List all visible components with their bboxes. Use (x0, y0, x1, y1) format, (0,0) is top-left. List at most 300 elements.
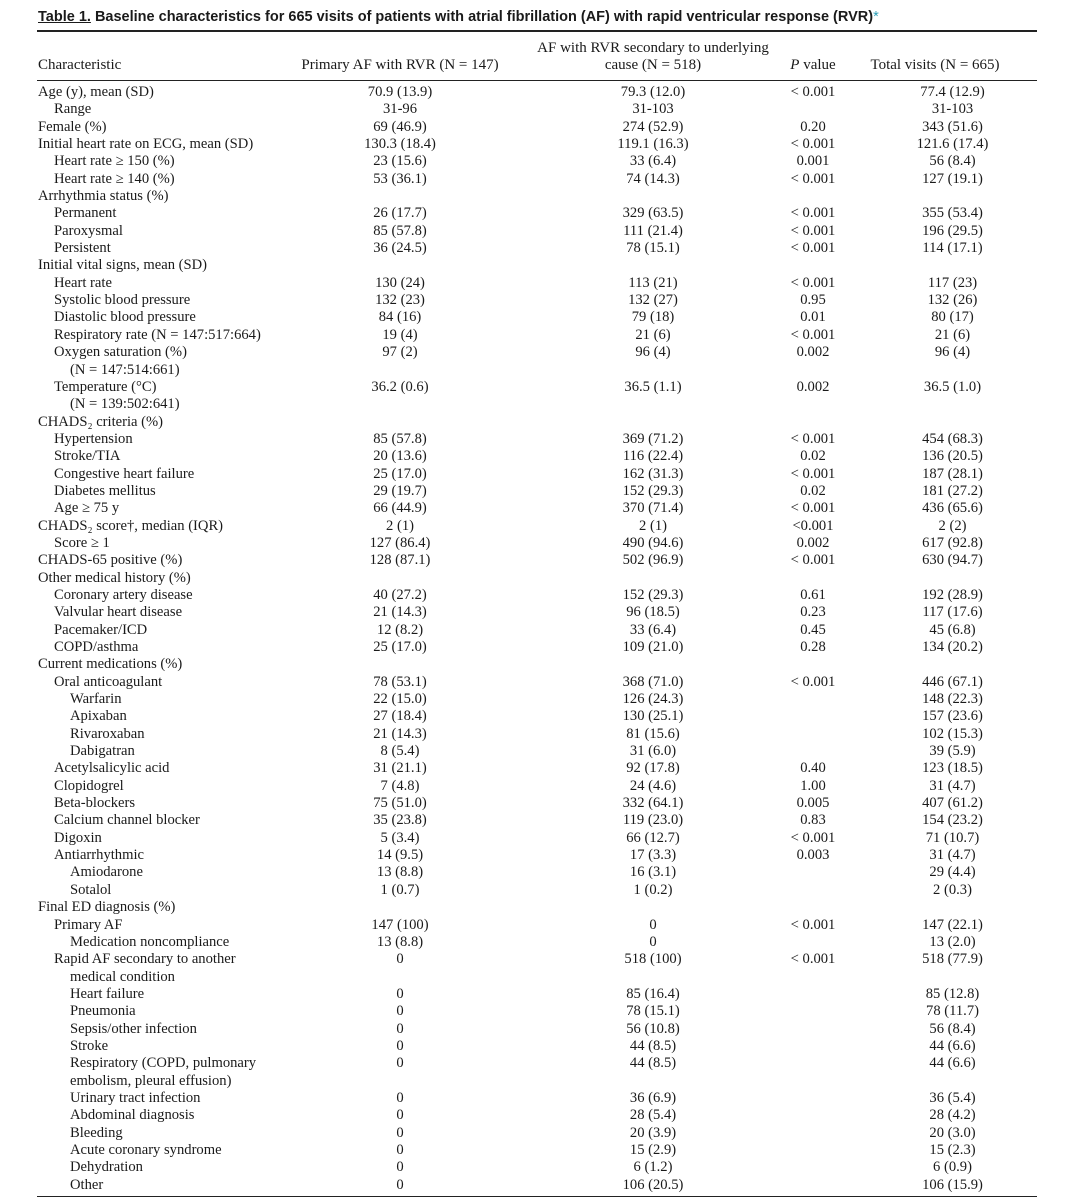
cell-primary: 22 (15.0) (373, 691, 427, 708)
table-row (0, 830, 1077, 847)
table-row (0, 691, 1077, 708)
cell-secondary: 79.3 (12.0) (620, 84, 686, 100)
header-characteristic: Characteristic (38, 57, 122, 73)
cell-p-value: 0.02 (800, 482, 826, 499)
table-row (0, 882, 1077, 899)
cell-p-value: 0.40 (800, 760, 826, 777)
row-label: Primary AF (54, 916, 123, 933)
bottom-rule (37, 1196, 1037, 1197)
cell-p-value: 0.02 (800, 448, 826, 465)
cell-total: 102 (15.3) (922, 725, 983, 742)
top-rule (37, 30, 1037, 32)
table-row (0, 934, 1077, 951)
header-p-rest: value (799, 57, 836, 73)
cell-total: 45 (6.8) (929, 621, 976, 638)
table-row (0, 708, 1077, 725)
table-row (0, 518, 1077, 535)
row-label: Diastolic blood pressure (54, 309, 196, 326)
cell-primary: 25 (17.0) (373, 465, 427, 482)
table-row (0, 101, 1077, 118)
cell-total: 36 (5.4) (929, 1089, 976, 1106)
table-row (0, 84, 1077, 101)
table-row (0, 917, 1077, 934)
row-label: Hypertension (54, 430, 133, 447)
table-row (0, 795, 1077, 812)
cell-secondary: 16 (3.1) (629, 864, 677, 881)
cell-secondary: 28 (5.4) (629, 1107, 677, 1124)
row-label: (N = 139:502:641) (70, 396, 180, 413)
table-row (0, 414, 1077, 431)
cell-primary: 97 (2) (382, 344, 418, 361)
cell-primary: 75 (51.0) (373, 795, 427, 812)
row-label: Calcium channel blocker (54, 812, 200, 829)
cell-p-value: < 0.001 (790, 326, 836, 343)
cell-total: 148 (22.3) (922, 691, 983, 708)
cell-primary: 2 (1) (386, 517, 414, 534)
cell-p-value: < 0.001 (790, 274, 836, 291)
table-row (0, 535, 1077, 552)
cell-primary: 0 (396, 1176, 404, 1193)
cell-primary: 25 (17.0) (373, 639, 427, 655)
table-row (0, 257, 1077, 274)
cell-secondary: 44 (8.5) (629, 1055, 677, 1072)
table-row (0, 1021, 1077, 1038)
table-row (0, 205, 1077, 222)
cell-primary: 127 (86.4) (369, 534, 431, 551)
cell-p-value: < 0.001 (790, 673, 836, 690)
row-label: Respiratory (COPD, pulmonary (70, 1055, 257, 1072)
cell-p-value: < 0.001 (790, 552, 836, 569)
cell-secondary: 96 (18.5) (626, 604, 680, 621)
cell-p-value: 0.23 (800, 604, 826, 621)
row-label: Congestive heart failure (54, 465, 195, 482)
row-label: Dehydration (70, 1159, 143, 1176)
cell-secondary: 274 (52.9) (622, 118, 684, 135)
header-secondary-line2: cause (N = 518) (604, 57, 702, 74)
cell-secondary: 332 (64.1) (622, 795, 684, 812)
cell-total: 29 (4.4) (929, 864, 976, 881)
cell-secondary: 15 (2.9) (629, 1141, 677, 1158)
cell-secondary: 116 (22.4) (622, 448, 684, 465)
row-label: Pacemaker/ICD (54, 621, 148, 638)
row-label: medical condition (70, 968, 175, 985)
cell-total: 121.6 (17.4) (916, 136, 989, 153)
table-row (0, 309, 1077, 326)
cell-total: 147 (22.1) (922, 916, 983, 933)
cell-secondary: 132 (27) (628, 292, 678, 309)
row-label: Score ≥ 1 (54, 534, 110, 551)
row-label: CHADS₂ score†, median (IQR) (38, 517, 224, 534)
table-row (0, 431, 1077, 448)
table-row (0, 864, 1077, 881)
table-row (0, 622, 1077, 639)
cell-secondary: 111 (21.4) (623, 222, 683, 239)
cell-primary: 66 (44.9) (373, 500, 427, 517)
cell-primary: 36 (24.5) (373, 240, 427, 257)
row-label: Age ≥ 75 y (54, 500, 120, 517)
table-row (0, 604, 1077, 621)
table-row (0, 327, 1077, 344)
cell-total: 13 (2.0) (929, 933, 976, 950)
cell-primary: 130.3 (18.4) (364, 136, 436, 153)
cell-total: 44 (6.6) (929, 1037, 976, 1054)
cell-p-value: 0.28 (800, 639, 826, 655)
row-label: Initial vital signs, mean (SD) (38, 257, 208, 274)
table-row (0, 552, 1077, 569)
cell-total: 132 (26) (927, 292, 978, 309)
cell-total: 28 (4.2) (929, 1107, 976, 1124)
table-row (0, 726, 1077, 743)
cell-primary: 0 (396, 1089, 404, 1106)
cell-total: 117 (23) (927, 274, 978, 291)
row-label: Rivaroxaban (70, 725, 145, 742)
cell-total: 187 (28.1) (922, 465, 983, 482)
row-label: Respiratory rate (N = 147:517:664) (54, 326, 261, 343)
cell-total: 21 (6) (934, 326, 971, 343)
cell-primary: 23 (15.6) (373, 153, 427, 170)
table-label: Table 1. (38, 9, 91, 25)
row-label: CHADS-65 positive (%) (38, 552, 183, 569)
cell-primary: 69 (46.9) (373, 118, 427, 135)
cell-total: 2 (2) (938, 517, 967, 534)
row-label: embolism, pleural effusion) (70, 1072, 232, 1089)
cell-primary: 0 (396, 1141, 404, 1158)
table-row (0, 986, 1077, 1003)
cell-primary: 13 (8.8) (376, 864, 424, 881)
table-row (0, 1090, 1077, 1107)
cell-secondary: 56 (10.8) (626, 1020, 680, 1037)
row-label: Diabetes mellitus (54, 482, 156, 499)
cell-primary: 12 (8.2) (376, 621, 424, 638)
cell-p-value: 1.00 (800, 777, 826, 794)
table-row (0, 778, 1077, 795)
cell-p-value: 0.002 (796, 378, 830, 395)
cell-total: 114 (17.1) (922, 240, 983, 257)
cell-primary: 21 (14.3) (373, 725, 427, 742)
cell-primary: 0 (396, 1020, 404, 1037)
row-label: Arrhythmia status (%) (38, 188, 169, 205)
cell-secondary: 106 (20.5) (622, 1176, 684, 1193)
row-label: Current medications (%) (38, 656, 183, 673)
cell-primary: 20 (13.6) (373, 448, 427, 465)
row-label: Medication noncompliance (70, 933, 230, 950)
cell-primary: 0 (396, 1124, 404, 1141)
row-label: Urinary tract infection (70, 1089, 201, 1106)
cell-secondary: 21 (6) (635, 326, 671, 343)
row-label: Abdominal diagnosis (70, 1107, 195, 1124)
cell-secondary: 119 (23.0) (622, 812, 684, 829)
table-row (0, 240, 1077, 257)
row-label: Dabigatran (70, 743, 135, 760)
cell-secondary: 85 (16.4) (626, 985, 680, 1002)
cell-p-value: < 0.001 (790, 829, 836, 846)
cell-secondary: 329 (63.5) (622, 205, 684, 222)
cell-primary: 84 (16) (378, 309, 422, 326)
cell-primary: 128 (87.1) (369, 552, 431, 569)
cell-p-value: < 0.001 (790, 916, 836, 933)
cell-total: 56 (8.4) (929, 1020, 976, 1037)
cell-total: 407 (61.2) (922, 795, 983, 812)
row-label: Permanent (54, 205, 117, 222)
table-row (0, 951, 1077, 968)
cell-total: 134 (20.2) (922, 639, 983, 655)
table-row (0, 674, 1077, 691)
table-row (0, 396, 1077, 413)
row-label: Age (y), mean (SD) (38, 84, 154, 100)
cell-total: 192 (28.9) (922, 586, 983, 603)
table-row (0, 1125, 1077, 1142)
row-label: Antiarrhythmic (54, 847, 144, 864)
row-label: Oxygen saturation (%) (54, 344, 187, 361)
cell-total: 31 (4.7) (929, 847, 976, 864)
cell-secondary: 6 (1.2) (633, 1159, 673, 1176)
header-p-value (773, 57, 853, 74)
header-primary: Primary AF with RVR (N = 147) (301, 57, 499, 73)
cell-total: 31 (4.7) (929, 777, 976, 794)
cell-total: 157 (23.6) (922, 708, 983, 725)
row-label: CHADS₂ criteria (%) (38, 413, 164, 430)
cell-total: 39 (5.9) (929, 743, 976, 760)
table-row (0, 136, 1077, 153)
table-row (0, 587, 1077, 604)
row-label: Rapid AF secondary to another (54, 951, 236, 968)
cell-total: 136 (20.5) (922, 448, 983, 465)
cell-p-value: 0.002 (796, 534, 830, 551)
cell-secondary: 31-103 (632, 101, 674, 118)
cell-secondary: 126 (24.3) (622, 691, 684, 708)
table-row (0, 570, 1077, 587)
row-label: Acetylsalicylic acid (54, 760, 170, 777)
row-label: Digoxin (54, 829, 102, 846)
cell-primary: 0 (396, 1003, 404, 1020)
cell-secondary: 20 (3.9) (629, 1124, 677, 1141)
cell-total: 127 (19.1) (922, 170, 983, 187)
cell-primary: 0 (396, 1107, 404, 1124)
table-row (0, 188, 1077, 205)
cell-primary: 36.2 (0.6) (371, 378, 429, 395)
table-caption (38, 9, 1058, 25)
cell-primary: 35 (23.8) (373, 812, 427, 829)
cell-primary: 0 (396, 1159, 404, 1176)
cell-total: 154 (23.2) (922, 812, 983, 829)
cell-secondary: 109 (21.0) (622, 639, 684, 655)
cell-p-value: 0.61 (800, 586, 826, 603)
cell-primary: 7 (4.8) (380, 777, 420, 794)
cell-secondary: 368 (71.0) (622, 673, 684, 690)
cell-secondary: 119.1 (16.3) (617, 136, 689, 153)
cell-p-value: < 0.001 (790, 500, 836, 517)
cell-primary: 14 (9.5) (376, 847, 424, 864)
cell-primary: 31 (21.1) (373, 760, 427, 777)
table-row (0, 1142, 1077, 1159)
row-label: Amiodarone (70, 864, 143, 881)
cell-secondary: 113 (21) (628, 274, 678, 291)
cell-secondary: 31 (6.0) (629, 743, 677, 760)
table-row (0, 275, 1077, 292)
cell-total: 85 (12.8) (925, 985, 980, 1002)
cell-primary: 1 (0.7) (380, 881, 420, 898)
row-label: Other (70, 1176, 104, 1193)
cell-total: 2 (0.3) (933, 881, 972, 898)
cell-primary: 26 (17.7) (373, 205, 427, 222)
table-row (0, 760, 1077, 777)
table-row (0, 292, 1077, 309)
cell-secondary: 152 (29.3) (622, 586, 684, 603)
cell-total: 617 (92.8) (922, 534, 983, 551)
table-row (0, 466, 1077, 483)
table-body (0, 84, 1077, 1194)
row-label: Paroxysmal (54, 222, 123, 239)
row-label: Systolic blood pressure (54, 292, 191, 309)
cell-secondary: 74 (14.3) (626, 170, 680, 187)
header-rule (37, 80, 1037, 81)
row-label: Heart rate ≥ 140 (%) (54, 170, 175, 187)
cell-total: 355 (53.4) (922, 205, 983, 222)
row-label: Apixaban (70, 708, 127, 725)
table-row (0, 743, 1077, 760)
cell-primary: 5 (3.4) (380, 829, 420, 846)
cell-p-value: < 0.001 (790, 465, 836, 482)
cell-total: 436 (65.6) (922, 500, 983, 517)
row-label: Other medical history (%) (38, 569, 191, 586)
row-label: Coronary artery disease (54, 586, 193, 603)
cell-total: 71 (10.7) (925, 829, 980, 846)
cell-secondary: 36.5 (1.1) (624, 378, 682, 395)
cell-p-value: < 0.001 (790, 240, 836, 257)
row-label: Heart rate (54, 274, 112, 291)
cell-primary: 70.9 (13.9) (367, 84, 433, 100)
cell-secondary: 78 (15.1) (626, 1003, 680, 1020)
table-row (0, 1107, 1077, 1124)
cell-secondary: 0 (649, 916, 657, 933)
cell-primary: 85 (57.8) (373, 430, 427, 447)
cell-p-value: <0.001 (792, 517, 834, 534)
cell-secondary: 33 (6.4) (629, 621, 677, 638)
cell-primary: 78 (53.1) (373, 673, 427, 690)
cell-primary: 53 (36.1) (373, 170, 427, 187)
cell-primary: 0 (396, 951, 404, 968)
header-total: Total visits (N = 665) (870, 57, 1000, 73)
cell-p-value: 0.45 (800, 621, 826, 638)
cell-total: 123 (18.5) (922, 760, 983, 777)
cell-secondary: 33 (6.4) (629, 153, 677, 170)
cell-total: 56 (8.4) (929, 153, 976, 170)
table-row (0, 153, 1077, 170)
cell-secondary: 162 (31.3) (622, 465, 684, 482)
table-row (0, 812, 1077, 829)
cell-secondary: 96 (4) (635, 344, 671, 361)
row-label: Oral anticoagulant (54, 673, 163, 690)
cell-primary: 0 (396, 985, 404, 1002)
row-label: Acute coronary syndrome (70, 1141, 222, 1158)
table-row (0, 223, 1077, 240)
row-label: Final ED diagnosis (%) (38, 899, 176, 916)
cell-total: 454 (68.3) (922, 430, 983, 447)
cell-secondary: 370 (71.4) (622, 500, 684, 517)
table-row (0, 1073, 1077, 1090)
table-title: Baseline characteristics for 665 visits of patients with atrial fibrillation (AF) with rapid ventricular response (RVR) (94, 9, 874, 25)
row-label: Heart rate ≥ 150 (%) (54, 153, 175, 170)
cell-secondary: 66 (12.7) (626, 829, 680, 846)
cell-secondary: 36 (6.9) (629, 1089, 677, 1106)
table-row (0, 969, 1077, 986)
row-label: COPD/asthma (54, 639, 139, 655)
row-label: Initial heart rate on ECG, mean (SD) (38, 136, 254, 153)
cell-total: 96 (4) (934, 344, 971, 361)
cell-total: 181 (27.2) (922, 482, 983, 499)
cell-p-value: 0.001 (796, 153, 830, 170)
row-label: Heart failure (70, 985, 145, 1002)
table-row (0, 379, 1077, 396)
table-row (0, 1055, 1077, 1072)
row-label: Range (54, 101, 92, 118)
cell-p-value: 0.20 (800, 118, 826, 135)
row-label: Beta-blockers (54, 795, 136, 812)
row-label: Clopidogrel (54, 777, 124, 794)
row-label: Bleeding (70, 1124, 123, 1141)
cell-secondary: 369 (71.2) (622, 430, 684, 447)
cell-total: 446 (67.1) (922, 673, 983, 690)
row-label: Valvular heart disease (54, 604, 183, 621)
row-label: Stroke (70, 1037, 109, 1054)
cell-total: 196 (29.5) (922, 222, 983, 239)
cell-secondary: 1 (0.2) (633, 881, 673, 898)
cell-secondary: 130 (25.1) (622, 708, 684, 725)
cell-total: 6 (0.9) (933, 1159, 972, 1176)
header-secondary (510, 40, 796, 75)
cell-p-value: < 0.001 (790, 222, 836, 239)
cell-secondary: 78 (15.1) (626, 240, 680, 257)
cell-total: 36.5 (1.0) (923, 378, 982, 395)
cell-p-value: 0.01 (800, 309, 826, 326)
cell-secondary: 2 (1) (639, 517, 667, 534)
cell-secondary: 0 (649, 933, 657, 950)
cell-p-value: 0.002 (796, 344, 830, 361)
cell-secondary: 79 (18) (631, 309, 675, 326)
table-row (0, 1177, 1077, 1194)
table-row (0, 171, 1077, 188)
header-p-italic: P (790, 57, 800, 73)
cell-secondary: 81 (15.6) (626, 725, 680, 742)
cell-primary: 0 (396, 1037, 404, 1054)
cell-secondary: 518 (100) (624, 951, 682, 968)
cell-primary: 13 (8.8) (376, 933, 424, 950)
cell-total: 77.4 (12.9) (920, 84, 985, 100)
cell-primary: 21 (14.3) (373, 604, 427, 621)
table-row (0, 656, 1077, 673)
cell-total: 343 (51.6) (922, 118, 983, 135)
footnote-marker[interactable]: * (873, 9, 879, 25)
cell-primary: 130 (24) (375, 274, 425, 291)
row-label: Pneumonia (70, 1003, 136, 1020)
cell-secondary: 502 (96.9) (622, 552, 684, 569)
cell-secondary: 152 (29.3) (622, 482, 684, 499)
table-row (0, 362, 1077, 379)
cell-primary: 0 (396, 1055, 404, 1072)
cell-total: 630 (94.7) (922, 552, 983, 569)
table-row (0, 1038, 1077, 1055)
cell-p-value: < 0.001 (790, 951, 836, 968)
cell-primary: 85 (57.8) (373, 222, 427, 239)
cell-total: 31-103 (931, 101, 974, 118)
cell-p-value: 0.83 (800, 812, 826, 829)
cell-p-value: < 0.001 (790, 136, 836, 153)
cell-primary: 29 (19.7) (373, 482, 427, 499)
row-label: Female (%) (38, 118, 107, 135)
cell-total: 518 (77.9) (922, 951, 983, 968)
cell-p-value: < 0.001 (790, 205, 836, 222)
row-label: Sepsis/other infection (70, 1020, 197, 1037)
